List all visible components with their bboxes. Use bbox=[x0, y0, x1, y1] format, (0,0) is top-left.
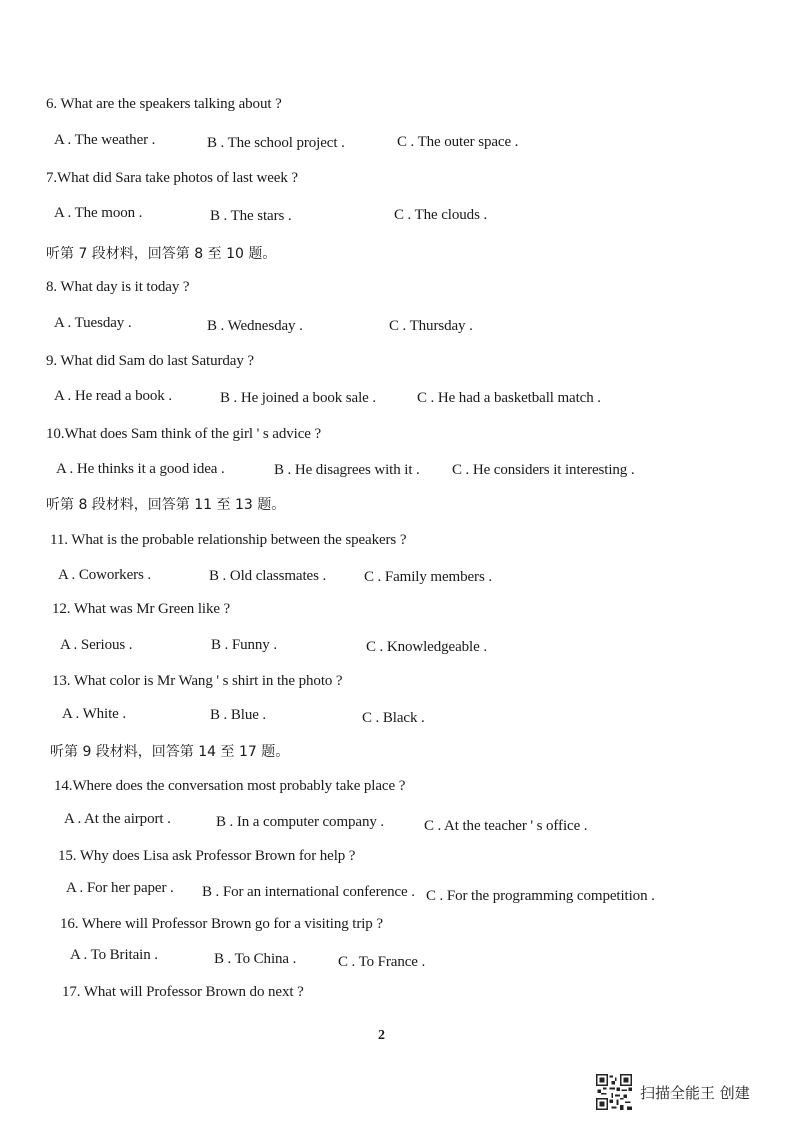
option-8c: C . Thursday . bbox=[389, 318, 473, 334]
section-heading-7: 听第 7 段材料，回答第 8 至 10 题。 bbox=[46, 246, 277, 262]
option-16c: C . To France . bbox=[338, 954, 426, 970]
question-16: 16. Where will Professor Brown go for a visiting trip ? bbox=[60, 916, 383, 932]
option-11a: A . Coworkers . bbox=[58, 567, 152, 583]
option-10a: A . He thinks it a good idea . bbox=[56, 461, 225, 477]
question-10: 10.What does Sam think of the girl ' s advice ? bbox=[46, 426, 322, 442]
question-17: 17. What will Professor Brown do next ? bbox=[62, 984, 304, 1000]
option-14c: C . At the teacher ' s office . bbox=[424, 818, 588, 834]
option-16b: B . To China . bbox=[214, 951, 297, 967]
option-12a: A . Serious . bbox=[60, 637, 133, 653]
option-6a: A . The weather . bbox=[54, 132, 156, 148]
option-7c: C . The clouds . bbox=[394, 207, 488, 223]
question-9: 9. What did Sam do last Saturday ? bbox=[46, 353, 254, 369]
option-14b: B . In a computer company . bbox=[216, 814, 385, 830]
page-number: 2 bbox=[378, 1028, 385, 1043]
option-9b: B . He joined a book sale . bbox=[220, 390, 377, 406]
scanner-brand-text: 扫描全能王 创建 bbox=[640, 1084, 750, 1102]
option-10b: B . He disagrees with it . bbox=[274, 462, 420, 478]
question-15: 15. Why does Lisa ask Professor Brown for help ? bbox=[58, 848, 356, 864]
option-6c: C . The outer space . bbox=[397, 134, 519, 150]
question-8: 8. What day is it today ? bbox=[46, 279, 190, 295]
option-7b: B . The stars . bbox=[210, 208, 292, 224]
section-heading-9: 听第 9 段材料，回答第 14 至 17 题。 bbox=[50, 744, 290, 760]
option-14a: A . At the airport . bbox=[64, 811, 171, 827]
question-7: 7.What did Sara take photos of last week ? bbox=[46, 170, 298, 186]
scanner-watermark bbox=[596, 1074, 776, 1114]
option-8b: B . Wednesday . bbox=[207, 318, 303, 334]
option-6b: B . The school project . bbox=[207, 135, 345, 151]
option-10c: C . He considers it interesting . bbox=[452, 462, 635, 478]
option-12c: C . Knowledgeable . bbox=[366, 639, 487, 655]
option-12b: B . Funny . bbox=[211, 637, 277, 653]
question-6: 6. What are the speakers talking about ? bbox=[46, 96, 282, 112]
option-8a: A . Tuesday . bbox=[54, 315, 132, 331]
option-9a: A . He read a book . bbox=[54, 388, 172, 404]
option-7a: A . The moon . bbox=[54, 205, 143, 221]
option-9c: C . He had a basketball match . bbox=[417, 390, 601, 406]
qr-code-icon bbox=[596, 1074, 632, 1110]
question-14: 14.Where does the conversation most probably take place ? bbox=[54, 778, 406, 794]
option-11c: C . Family members . bbox=[364, 569, 492, 585]
section-heading-8: 听第 8 段材料，回答第 11 至 13 题。 bbox=[46, 497, 286, 513]
option-13c: C . Black . bbox=[362, 710, 425, 726]
question-12: 12. What was Mr Green like ? bbox=[52, 601, 231, 617]
option-15b: B . For an international conference . bbox=[202, 884, 415, 900]
option-16a: A . To Britain . bbox=[70, 947, 158, 963]
option-13a: A . White . bbox=[62, 706, 127, 722]
question-11: 11. What is the probable relationship between the speakers ? bbox=[50, 532, 407, 548]
option-13b: B . Blue . bbox=[210, 707, 267, 723]
option-15c: C . For the programming competition . bbox=[426, 888, 655, 904]
question-13: 13. What color is Mr Wang ' s shirt in the photo ? bbox=[52, 673, 343, 689]
option-15a: A . For her paper . bbox=[66, 880, 174, 896]
option-11b: B . Old classmates . bbox=[209, 568, 327, 584]
